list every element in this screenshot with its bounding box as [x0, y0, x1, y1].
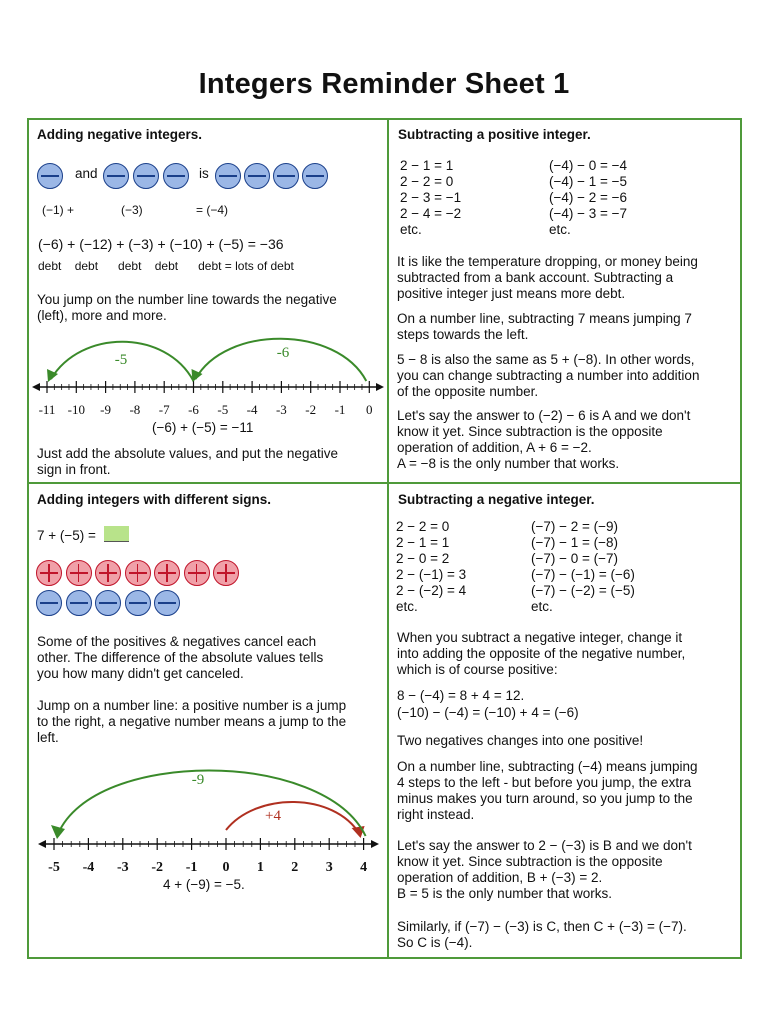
tick-label: 3: [325, 860, 333, 875]
axis-arrow-right: [376, 383, 384, 391]
tick-label: 1: [256, 860, 264, 875]
explanation-paragraph: Let's say the answer to (−2) − 6 is A and we don't know it yet. Since subtraction is the opposite operation of addition, A + 6 = −2. A = −8 is the only number that works.: [397, 408, 691, 471]
negative-chip: [215, 163, 241, 189]
chip-label: (−1) +: [42, 203, 75, 217]
tick-label: -10: [67, 402, 85, 417]
explanation-paragraph: Some of the positives & negatives cancel each other. The difference of the absolute values tells you how many didn't get canceled.: [37, 634, 324, 681]
tick-label: -1: [185, 860, 198, 875]
tick-label: -9: [100, 402, 112, 417]
tick-label: 4: [360, 860, 368, 875]
positive-chip: [154, 560, 180, 586]
negative-chip: [36, 590, 62, 616]
tick-label: -11: [38, 402, 56, 417]
arc-label: +4: [265, 808, 281, 824]
negative-chip: [154, 590, 180, 616]
tick-label: -3: [116, 860, 129, 875]
sum-equation: (−6) + (−12) + (−3) + (−10) + (−5) = −36: [38, 236, 284, 252]
negative-chip: [103, 163, 129, 189]
number-line-caption: (−6) + (−5) = −11: [152, 420, 254, 435]
positive-chip: [125, 560, 151, 586]
section-heading: Subtracting a negative integer.: [398, 492, 595, 507]
explanation-paragraph: You jump on the number line towards the negative (left), more and more.: [37, 292, 337, 323]
tick-label: -2: [305, 402, 317, 417]
positive-chip: [95, 560, 121, 586]
positive-chip: [66, 560, 92, 586]
negative-chip: [66, 590, 92, 616]
tick-label: -8: [129, 402, 141, 417]
tick-label: -5: [48, 860, 60, 875]
explanation-paragraph: Just add the absolute values, and put the negative sign in front.: [37, 446, 338, 477]
number-line-diagram: [30, 330, 385, 420]
arc-arrowhead: [51, 825, 65, 839]
explanation-paragraph: Let's say the answer to 2 − (−3) is B and we don't know it yet. Since subtraction is the opposite operation of addition, B + (−3) = 2. B = 5 is the only number that works.: [397, 838, 692, 901]
explanation-paragraph: Jump on a number line: a positive number is a jump to the right, a negative number means a jump to the left.: [37, 698, 347, 745]
worked-example: (−10) − (−4) = (−10) + 4 = (−6): [397, 705, 579, 720]
example-column: 2 − 1 = 1 2 − 2 = 0 2 − 3 = −1 2 − 4 = −2 etc.: [400, 158, 462, 237]
example-column: (−4) − 0 = −4 (−4) − 1 = −5 (−4) − 2 = −6 (−4) − 3 = −7 etc.: [549, 158, 628, 237]
positive-chip: [213, 560, 239, 586]
explanation-paragraph: 5 − 8 is also the same as 5 + (−8). In other words, you can change subtracting a number into addition of the opposite number.: [397, 352, 700, 399]
arc-label: -5: [114, 352, 128, 368]
section-heading: Adding integers with different signs.: [37, 492, 272, 507]
tick-label: -5: [217, 402, 229, 417]
number-line-diagram: [30, 766, 385, 878]
negative-chip: [163, 163, 189, 189]
explanation-paragraph: It is like the temperature dropping, or money being subtracted from a bank account. Subtracting a positive integer just means more debt.: [397, 254, 698, 301]
tick-label: 0: [366, 402, 373, 417]
positive-chip: [184, 560, 210, 586]
debt-labels: debt debt debt debt debt = lots of debt: [38, 259, 294, 273]
word-and: and: [75, 166, 98, 181]
axis-arrow-left: [32, 383, 40, 391]
worked-example: 8 − (−4) = 8 + 4 = 12.: [397, 688, 525, 703]
section-heading: Adding negative integers.: [37, 127, 203, 142]
axis-arrow-right: [371, 840, 379, 848]
tick-label: 0: [222, 860, 230, 875]
tick-label: -7: [158, 402, 170, 417]
answer-box[interactable]: [104, 526, 129, 542]
explanation-paragraph: On a number line, subtracting (−4) means jumping 4 steps to the left - but before you jump, the extra minus makes you turn around, so you jump to the right instead.: [397, 759, 698, 822]
page-title: Integers Reminder Sheet 1: [198, 68, 570, 100]
negative-chip: [302, 163, 328, 189]
row-divider: [27, 482, 742, 484]
negative-chip: [37, 163, 63, 189]
tick-label: -2: [151, 860, 164, 875]
arc-label: -6: [276, 345, 290, 361]
example-column: (−7) − 2 = (−9) (−7) − 1 = (−8) (−7) − 0 = (−7) (−7) − (−1) = (−6) (−7) − (−2) = (−5) etc.: [531, 519, 635, 614]
section-heading: Subtracting a positive integer.: [398, 127, 591, 142]
arc-label: -9: [191, 772, 205, 788]
negative-chip: [95, 590, 121, 616]
tick-label: -1: [334, 402, 346, 417]
tick-label: -6: [188, 402, 199, 417]
explanation-paragraph: When you subtract a negative integer, change it into adding the opposite of the negative number, which is of course positive:: [397, 630, 686, 677]
problem-equation: 7 + (−5) =: [37, 528, 96, 543]
negative-chip: [244, 163, 270, 189]
example-column: 2 − 2 = 0 2 − 1 = 1 2 − 0 = 2 2 − (−1) = 3 2 − (−2) = 4 etc.: [396, 519, 467, 614]
tick-label: -3: [275, 402, 287, 417]
positive-chip: [36, 560, 62, 586]
number-line-caption: 4 + (−9) = −5.: [163, 877, 245, 892]
negative-chip: [133, 163, 159, 189]
tick-label: 2: [291, 860, 299, 875]
axis-arrow-left: [38, 840, 46, 848]
tick-label: -4: [246, 402, 258, 417]
column-divider: [387, 118, 389, 959]
jump-arc: [58, 770, 366, 836]
negative-chip: [273, 163, 299, 189]
negative-chip: [125, 590, 151, 616]
chip-label: = (−4): [196, 203, 229, 217]
explanation-paragraph: Similarly, if (−7) − (−3) is C, then C + (−3) = (−7). So C is (−4).: [397, 919, 687, 950]
word-is: is: [199, 166, 209, 181]
chip-label: (−3): [121, 203, 143, 217]
tick-label: -4: [82, 860, 95, 875]
key-rule: Two negatives changes into one positive!: [397, 733, 644, 748]
explanation-paragraph: On a number line, subtracting 7 means jumping 7 steps towards the left.: [397, 311, 692, 342]
